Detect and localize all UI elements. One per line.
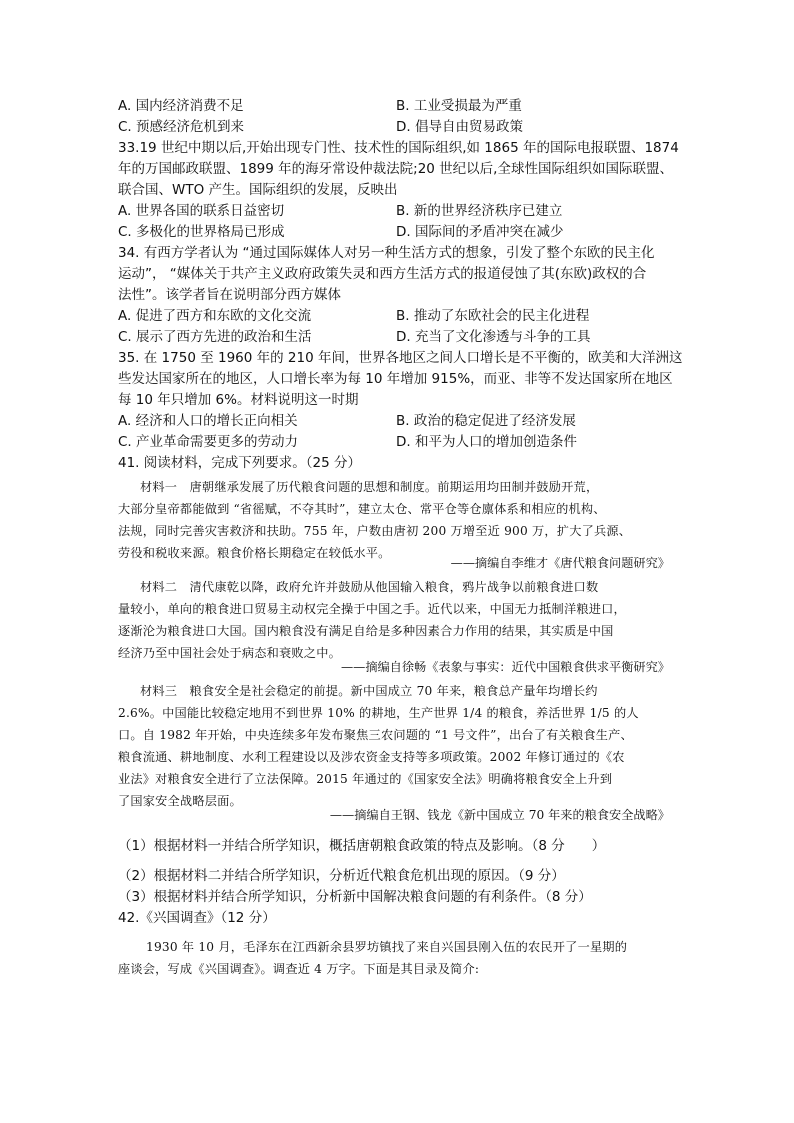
q33-stem-line-2: 年的万国邮政联盟、1899 年的海牙常设仲裁法院;20 世纪以后,全球性国际组织如国际联盟、 <box>118 161 673 177</box>
q34-stem-line-3: 法性”。该学者旨在说明部分西方媒体 <box>118 287 341 303</box>
q35-stem-line-3: 每 10 年只增加 6%。材料说明这一时期 <box>118 392 359 408</box>
q41-material3-line-2: 2.6%。中国能比较稳定地用不到世界 10% 的耕地，生产世界 1/4 的粮食，养活世界 1/5 的人 <box>118 706 639 720</box>
q35-option-c: C. 产业革命需要更多的劳动力 <box>118 434 299 450</box>
q41-material1-line-2: 大部分皇帝都能做到 “省徭赋，不夺其时”，建立太仓、常平仓等仓廪体系和相应的机构、 <box>118 502 606 516</box>
q41-material3-line-1: 材料三 粮食安全是社会稳定的前提。新中国成立 70 年来，粮食总产量年均增长约 <box>140 684 598 698</box>
q41-title: 41. 阅读材料，完成下列要求。（25 分） <box>118 455 361 471</box>
q35-option-b: B. 政治的稳定促进了经济发展 <box>396 413 576 429</box>
q35-stem-line-2: 些发达国家所在的地区，人口增长率为每 10 年增加 915%，而亚、非等不发达国家所在地区 <box>118 371 673 387</box>
q41-material1-line-3: 法规，同时完善灾害救济和扶助。755 年，户数由唐初 200 万增至近 900 万，扩大了兵源、 <box>118 524 632 538</box>
q42-intro-line-2: 座谈会，写成《兴国调查》。调查近 4 万字。下面是其目录及简介: <box>118 962 480 976</box>
q35-option-a: A. 经济和人口的增长正向相关 <box>118 413 298 429</box>
q41-material1-line-4: 劳役和税收来源。粮食价格长期稳定在较低水平。 <box>118 546 391 560</box>
q32-option-c: C. 预感经济危机到来 <box>118 119 245 135</box>
q41-material3-line-3: 口。自 1982 年开始，中央连续多年发布聚焦三农问题的 “1 号文件”，出台了有关粮食生产、 <box>118 728 633 742</box>
q32-option-a: A. 国内经济消费不足 <box>118 98 244 114</box>
q41-material2-line-4: 经济乃至中国社会处于病态和衰败之中。 <box>118 646 341 660</box>
q41-material2-source: ——摘编自徐畅《表象与事实：近代中国粮食供求平衡研究》 <box>340 660 670 674</box>
q33-option-c: C. 多极化的世界格局已形成 <box>118 224 285 240</box>
q35-stem-line-1: 35. 在 1750 至 1960 年的 210 年间，世界各地区之间人口增长是不平衡的，欧美和大洋洲这 <box>118 350 683 366</box>
q41-material1-source: ——摘编自李维才《唐代粮食问题研究》 <box>450 556 670 570</box>
q42-intro-line-1: 1930 年 10 月，毛泽东在江西新余县罗坊镇找了来自兴国县刚入伍的农民开了一星期的 <box>146 940 628 954</box>
q41-material3-source: ——摘编自王钢、钱龙《新中国成立 70 年来的粮食安全战略》 <box>329 808 670 822</box>
q33-option-b: B. 新的世界经济秩序已建立 <box>396 203 563 219</box>
q34-option-b: B. 推动了东欧社会的民主化进程 <box>396 308 590 324</box>
q41-material1-line-1: 材料一 唐朝继承发展了历代粮食问题的思想和制度。前期运用均田制并鼓励开荒， <box>140 480 599 494</box>
q34-option-d: D. 充当了文化渗透与斗争的工具 <box>396 329 591 345</box>
q41-subquestion-2: （2）根据材料二并结合所学知识，分析近代粮食危机出现的原因。（9 分） <box>118 868 565 884</box>
q35-option-d: D. 和平为人口的增加创造条件 <box>396 434 577 450</box>
q41-subquestion-3: （3）根据材料并结合所学知识，分析新中国解决粮食问题的有利条件。（8 分） <box>118 889 592 905</box>
q34-stem-line-2: 运动”， “媒体关于共产主义政府政策失灵和西方生活方式的报道侵蚀了其(东欧)政权的合 <box>118 266 647 282</box>
q34-option-a: A. 促进了西方和东欧的文化交流 <box>118 308 312 324</box>
q41-material2-line-3: 逐渐沦为粮食进口大国。国内粮食没有满足自给是多种因素合力作用的结果，其实质是中国 <box>118 624 614 638</box>
q41-material3-line-4: 粮食流通、耕地制度、水利工程建设以及涉农资金支持等多项政策。2002 年修订通过的《农 <box>118 750 625 764</box>
q41-material3-line-5: 业法》对粮食安全进行了立法保障。2015 年通过的《国家安全法》明确将粮食安全上升到 <box>118 772 613 786</box>
q33-option-d: D. 国际间的矛盾冲突在减少 <box>396 224 564 240</box>
q34-option-c: C. 展示了西方先进的政治和生活 <box>118 329 312 345</box>
q42-title: 42.《兴国调查》（12 分） <box>118 910 276 926</box>
q41-material3-line-6: 了国家安全战略层面。 <box>118 794 242 808</box>
q41-material2-line-2: 量较小，单向的粮食进口贸易主动权完全操于中国之手。近代以来，中国无力抵制洋粮进口， <box>118 602 626 616</box>
q41-subquestion-1: （1）根据材料一并结合所学知识，概括唐朝粮食政策的特点及影响。（8 分 ） <box>118 838 606 854</box>
q41-material2-line-1: 材料二 清代康乾以降，政府允许并鼓励从他国输入粮食，鸦片战争以前粮食进口数 <box>140 580 599 594</box>
q33-stem-line-3: 联合国、WTO 产生。国际组织的发展，反映出 <box>118 182 398 198</box>
q32-option-d: D. 倡导自由贸易政策 <box>396 119 523 135</box>
q33-stem-line-1: 33.19 世纪中期以后,开始出现专门性、技术性的国际组织,如 1865 年的国际电报联盟、1874 <box>118 140 679 156</box>
q33-option-a: A. 世界各国的联系日益密切 <box>118 203 285 219</box>
q34-stem-line-1: 34. 有西方学者认为 “通过国际媒体人对另一种生活方式的想象，引发了整个东欧的民主化 <box>118 245 655 261</box>
q32-option-b: B. 工业受损最为严重 <box>396 98 522 114</box>
